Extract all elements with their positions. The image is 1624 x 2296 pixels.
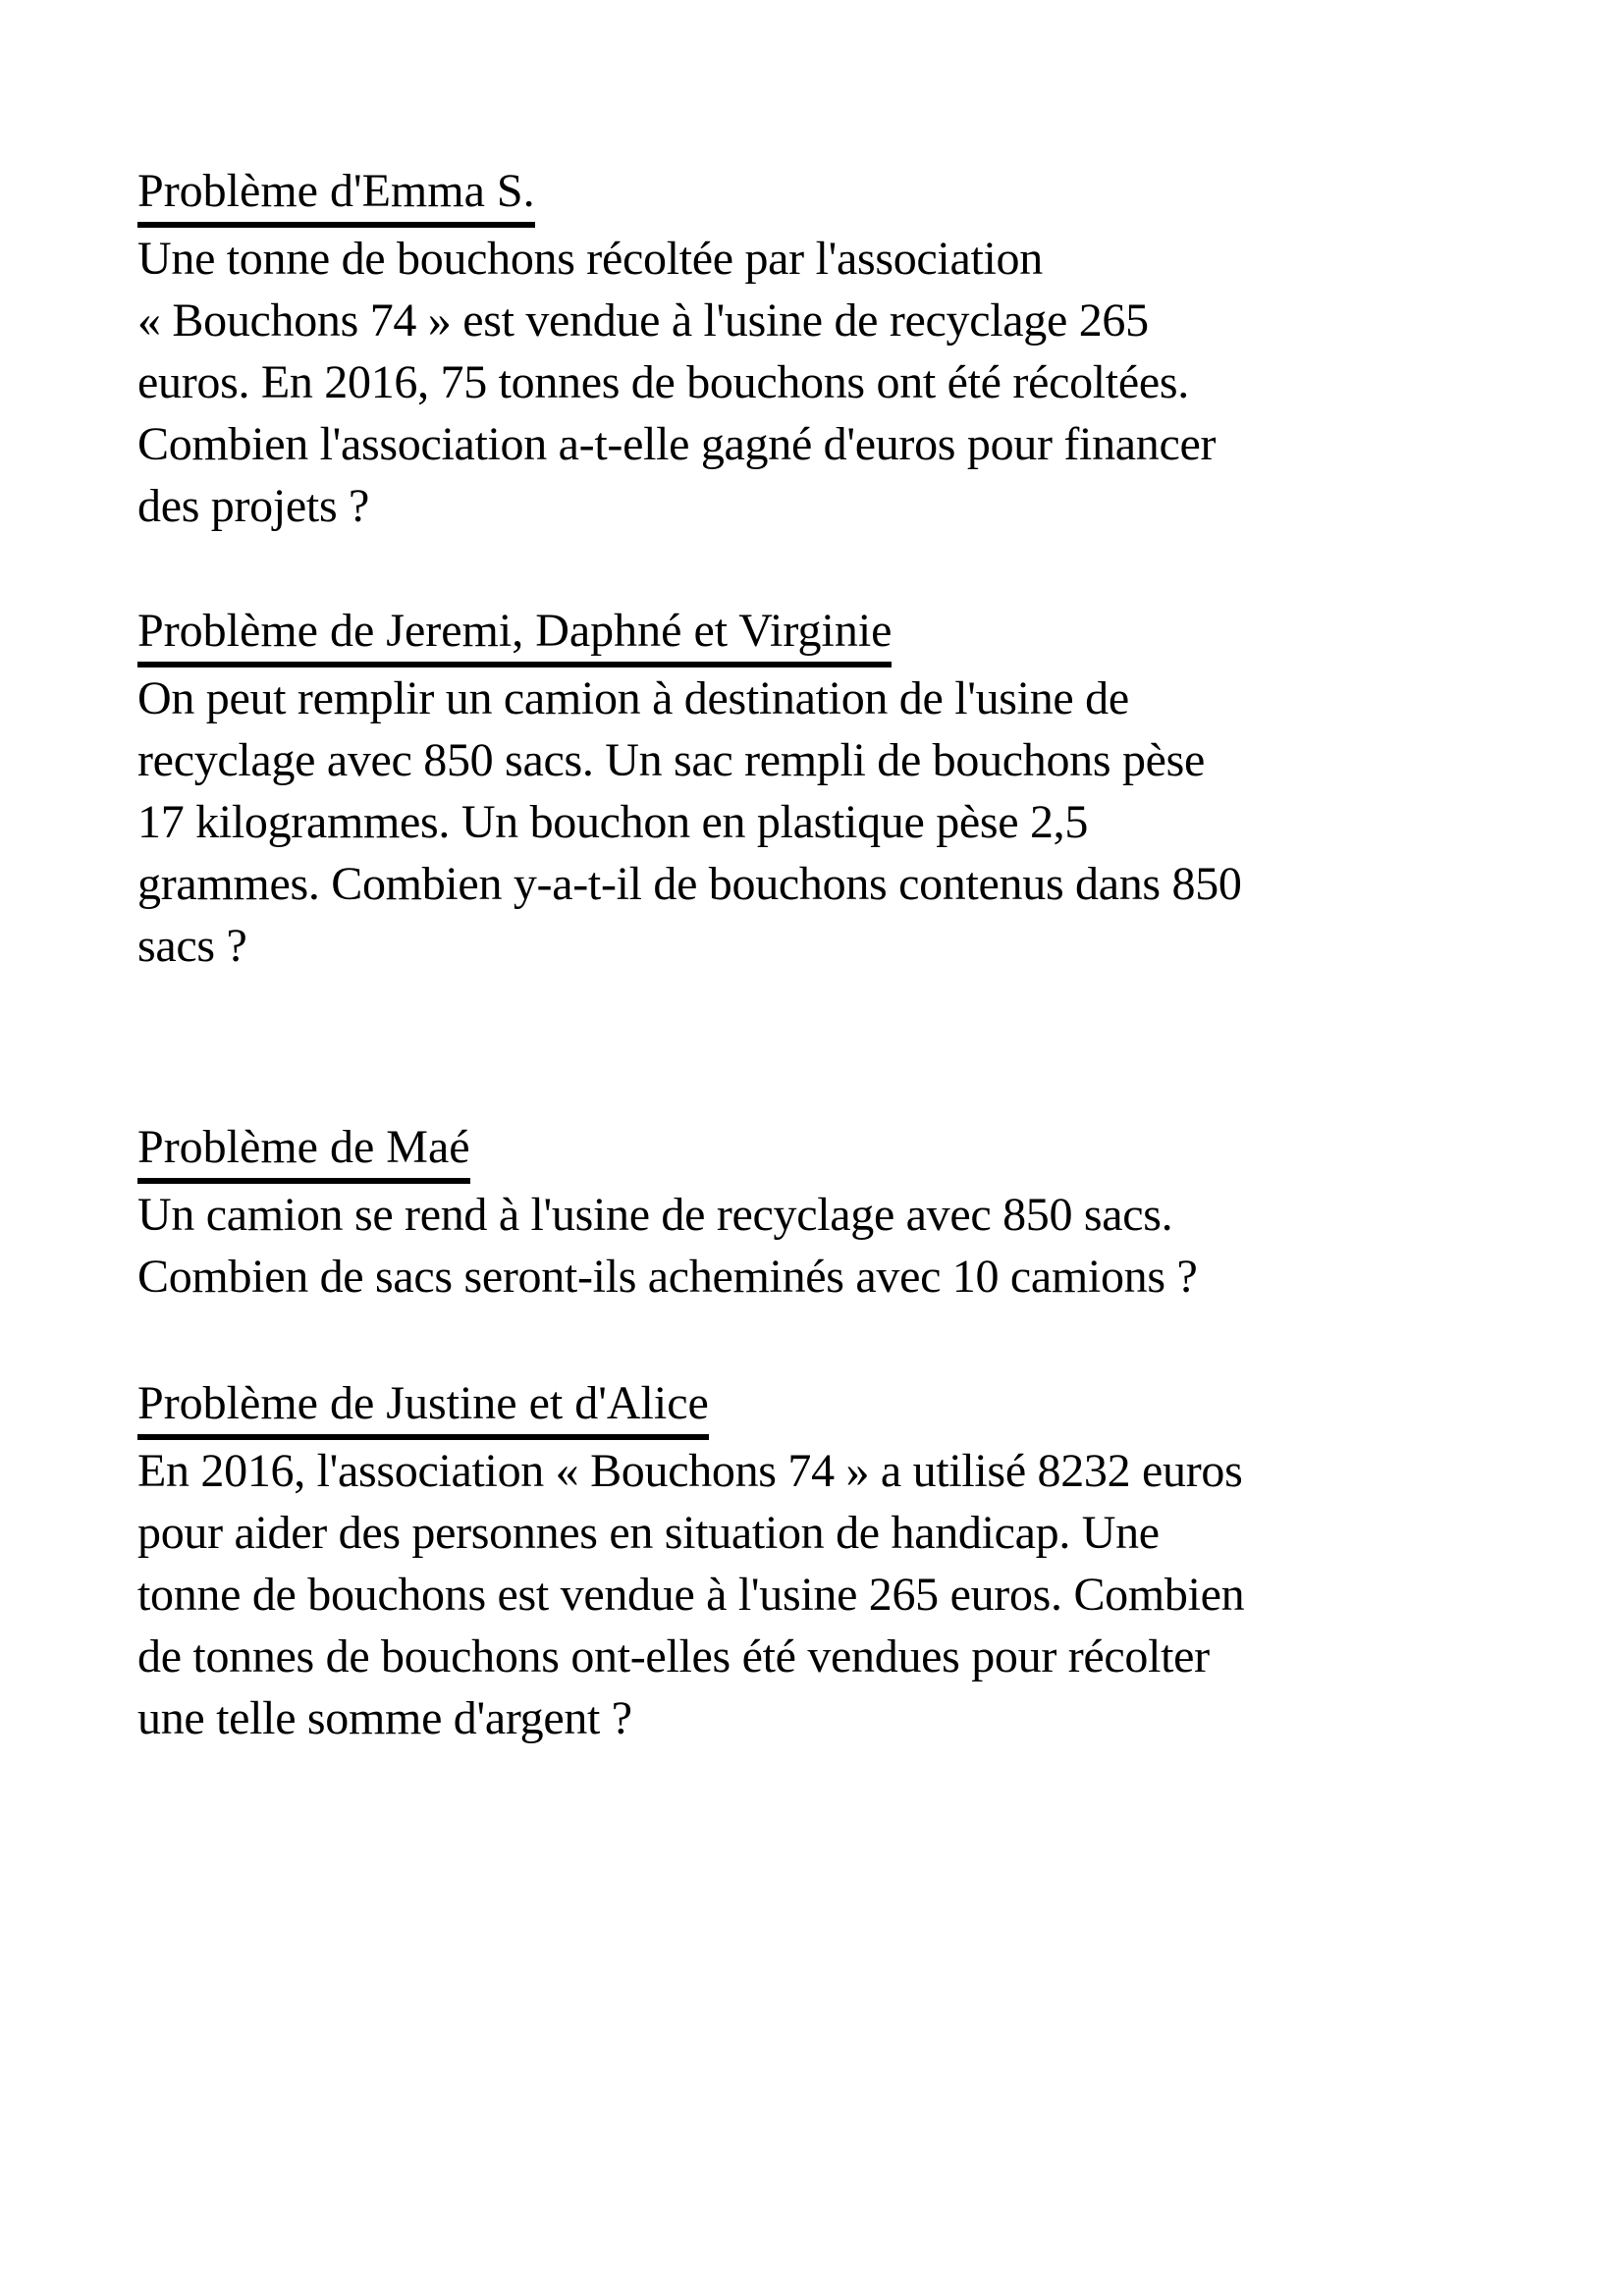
- problem-text-line: de tonnes de bouchons ont-elles été vendues pour récolter: [137, 1630, 1210, 1682]
- problem-text-line: une telle somme d'argent ?: [137, 1692, 632, 1744]
- problem-title-text: Problème de Justine et d'Alice: [137, 1378, 709, 1440]
- problem-title-text: Problème de Jeremi, Daphné et Virginie: [137, 606, 892, 667]
- problem-text-line: Combien de sacs seront-ils acheminés avec 10 camions ?: [137, 1251, 1198, 1303]
- problem-text-line: grammes. Combien y-a-t-il de bouchons contenus dans 850: [137, 858, 1242, 910]
- problem-title: [137, 1116, 1496, 1184]
- problem-text-line: On peut remplir un camion à destination de l'usine de: [137, 672, 1129, 724]
- problem-text-line: tonne de bouchons est vendue à l'usine 265 euros. Combien: [137, 1569, 1245, 1621]
- problem-title: [137, 600, 1496, 667]
- problem-text-line: pour aider des personnes en situation de handicap. Une: [137, 1507, 1160, 1559]
- problem-block: [137, 600, 1496, 977]
- problem-text-line: En 2016, l'association « Bouchons 74 » a utilisé 8232 euros: [137, 1445, 1243, 1497]
- problem-text-line: Une tonne de bouchons récoltée par l'association: [137, 233, 1043, 285]
- problem-text-line: « Bouchons 74 » est vendue à l'usine de recyclage 265: [137, 294, 1149, 347]
- problem-text-line: euros. En 2016, 75 tonnes de bouchons ont été récoltées.: [137, 356, 1189, 408]
- problem-block: [137, 1116, 1496, 1308]
- problem-text-line: des projets ?: [137, 480, 370, 532]
- problem-title: [137, 1372, 1496, 1440]
- problem-text-line: recyclage avec 850 sacs. Un sac rempli de bouchons pèse: [137, 734, 1206, 786]
- problem-title-text: Problème d'Emma S.: [137, 166, 535, 228]
- problem-text-line: Un camion se rend à l'usine de recyclage avec 850 sacs.: [137, 1189, 1173, 1241]
- problem-title-text: Problème de Maé: [137, 1122, 470, 1184]
- problem-block: [137, 1372, 1496, 1749]
- problem-block: [137, 160, 1496, 537]
- problem-text-line: sacs ?: [137, 920, 247, 972]
- problem-text-line: 17 kilogrammes. Un bouchon en plastique pèse 2,5: [137, 796, 1089, 848]
- problem-text-line: Combien l'association a-t-elle gagné d'euros pour financer: [137, 418, 1217, 470]
- problem-title: [137, 160, 1496, 228]
